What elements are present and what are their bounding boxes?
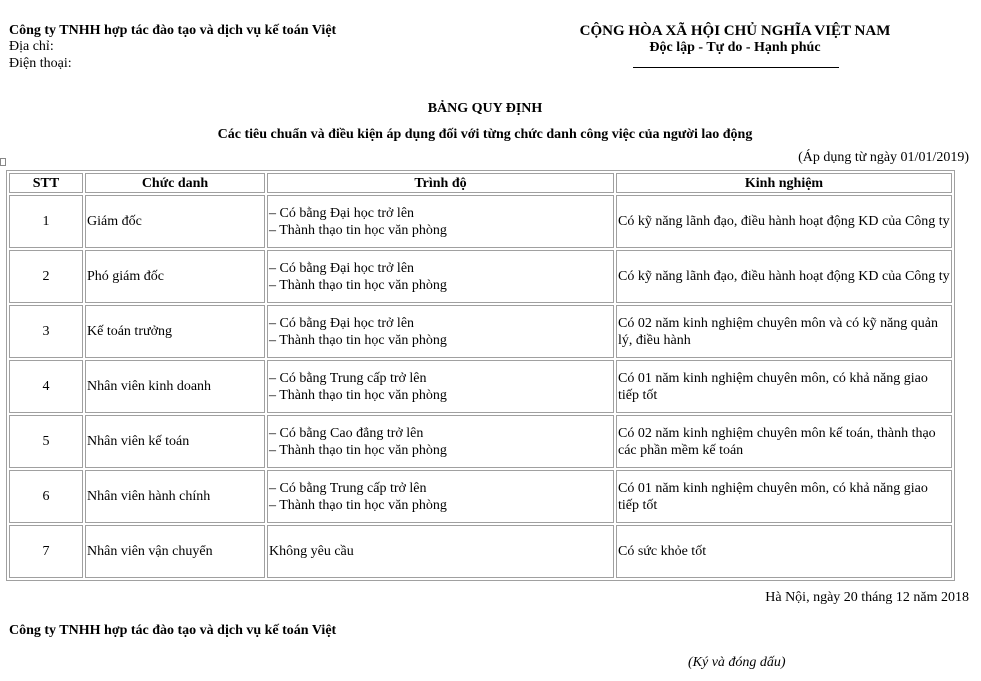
level-line: – Thành thạo tin học văn phòng bbox=[269, 222, 447, 238]
row-experience: Có 01 năm kinh nghiệm chuyên môn, có khả năng giao tiếp tốt bbox=[616, 360, 952, 413]
row-title: Giám đốc bbox=[85, 195, 265, 248]
header-title: Chức danh bbox=[85, 173, 265, 193]
table-row bbox=[9, 305, 952, 358]
signing-company: Công ty TNHH hợp tác đào tạo và dịch vụ kế toán Việt bbox=[9, 623, 337, 638]
row-stt: 3 bbox=[9, 305, 83, 358]
row-level bbox=[267, 305, 614, 358]
level-line: – Thành thạo tin học văn phòng bbox=[269, 497, 447, 513]
level-line: – Có bằng Trung cấp trở lên bbox=[269, 480, 427, 496]
row-level bbox=[267, 250, 614, 303]
row-stt: 6 bbox=[9, 470, 83, 523]
table-select-handle-icon[interactable] bbox=[0, 158, 6, 166]
row-experience: Có kỹ năng lãnh đạo, điều hành hoạt động KD của Công ty bbox=[616, 195, 952, 248]
row-title: Phó giám đốc bbox=[85, 250, 265, 303]
row-stt: 4 bbox=[9, 360, 83, 413]
table-row bbox=[9, 470, 952, 523]
place-and-date: Hà Nội, ngày 20 tháng 12 năm 2018 bbox=[765, 590, 969, 605]
row-level bbox=[267, 525, 614, 578]
row-title: Nhân viên vận chuyển bbox=[85, 525, 265, 578]
row-stt: 2 bbox=[9, 250, 83, 303]
address-label: Địa chỉ: bbox=[9, 39, 54, 54]
row-experience: Có sức khỏe tốt bbox=[616, 525, 952, 578]
row-stt: 7 bbox=[9, 525, 83, 578]
row-experience: Có 02 năm kinh nghiệm chuyên môn và có kỹ năng quản lý, điều hành bbox=[616, 305, 952, 358]
row-level bbox=[267, 195, 614, 248]
row-experience: Có kỹ năng lãnh đạo, điều hành hoạt động KD của Công ty bbox=[616, 250, 952, 303]
row-title: Nhân viên kinh doanh bbox=[85, 360, 265, 413]
table-row bbox=[9, 415, 952, 468]
row-experience: Có 01 năm kinh nghiệm chuyên môn, có khả năng giao tiếp tốt bbox=[616, 470, 952, 523]
row-title: Kế toán trưởng bbox=[85, 305, 265, 358]
row-stt: 1 bbox=[9, 195, 83, 248]
row-title: Nhân viên hành chính bbox=[85, 470, 265, 523]
row-experience: Có 02 năm kinh nghiệm chuyên môn kế toán, thành thạo các phần mềm kế toán bbox=[616, 415, 952, 468]
table-header-row bbox=[9, 173, 952, 193]
table-row bbox=[9, 360, 952, 413]
document-title: BẢNG QUY ĐỊNH bbox=[427, 101, 543, 116]
header-stt: STT bbox=[9, 173, 83, 193]
level-line: – Có bằng Trung cấp trở lên bbox=[269, 370, 427, 386]
republic-heading: CỘNG HÒA XÃ HỘI CHỦ NGHĨA VIỆT NAM bbox=[579, 23, 891, 39]
header-level: Trình độ bbox=[267, 173, 614, 193]
company-name: Công ty TNHH hợp tác đào tạo và dịch vụ kế toán Việt bbox=[9, 23, 337, 38]
standards-table bbox=[6, 170, 955, 581]
row-level bbox=[267, 415, 614, 468]
document-subtitle: Các tiêu chuẩn và điều kiện áp dụng đối với từng chức danh công việc của người lao động bbox=[217, 127, 753, 142]
level-line: – Thành thạo tin học văn phòng bbox=[269, 277, 447, 293]
level-line: – Thành thạo tin học văn phòng bbox=[269, 387, 447, 403]
level-line: Không yêu cầu bbox=[269, 544, 354, 559]
level-line: – Có bằng Cao đẳng trở lên bbox=[269, 425, 424, 441]
level-line: – Có bằng Đại học trở lên bbox=[269, 205, 415, 221]
table-row bbox=[9, 195, 952, 248]
level-line: – Thành thạo tin học văn phòng bbox=[269, 332, 447, 348]
table-row bbox=[9, 250, 952, 303]
row-level bbox=[267, 360, 614, 413]
level-line: – Thành thạo tin học văn phòng bbox=[269, 442, 447, 458]
row-stt: 5 bbox=[9, 415, 83, 468]
level-line: – Có bằng Đại học trở lên bbox=[269, 260, 415, 276]
row-level bbox=[267, 470, 614, 523]
level-line: – Có bằng Đại học trở lên bbox=[269, 315, 415, 331]
motto-underline bbox=[633, 67, 839, 68]
apply-date: (Áp dụng từ ngày 01/01/2019) bbox=[798, 150, 969, 165]
signature-note: (Ký và đóng dấu) bbox=[688, 655, 786, 670]
header-experience: Kinh nghiệm bbox=[616, 173, 952, 193]
table-row bbox=[9, 525, 952, 578]
national-motto: Độc lập - Tự do - Hạnh phúc bbox=[649, 40, 821, 55]
phone-label: Điện thoại: bbox=[9, 56, 72, 71]
row-title: Nhân viên kế toán bbox=[85, 415, 265, 468]
